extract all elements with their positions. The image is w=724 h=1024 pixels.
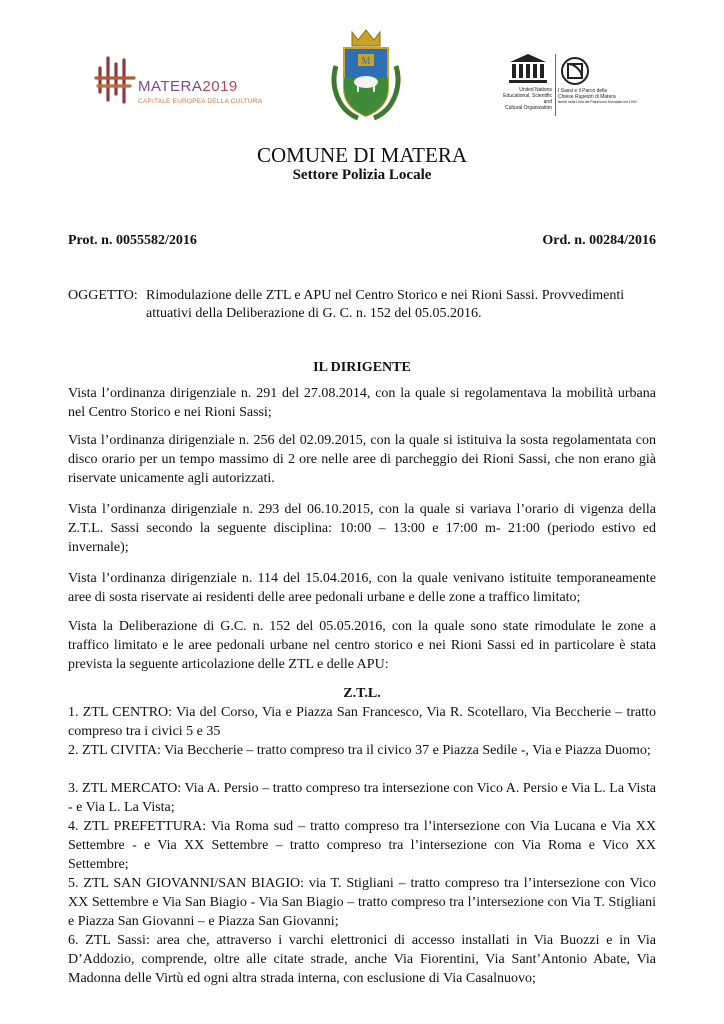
- unesco-org-text: United Nations Educational, Scientific and Cultural Organization: [503, 87, 552, 111]
- matera-subtitle: CAPITALE EUROPEA DELLA CULTURA: [138, 98, 263, 105]
- matera-2019-logo: [94, 54, 263, 114]
- subject-line-2: attuativi della Deliberazione di G. C. n. 152 del 05.05.2016.: [146, 306, 482, 321]
- paragraph: Vista l’ordinanza dirigenziale n. 256 del 02.09.2015, con la quale si istituiva la sosta regolamentata con disco orario per un tempo massimo di 2 ore nelle aree di parcheggio dei Rioni Sassi, che non erano già riservate unicamente agli autorizzati.: [68, 433, 656, 486]
- matera-wordmark: MATERA2019: [138, 78, 238, 95]
- order-number: Ord. n. 00284/2016: [542, 233, 656, 248]
- unesco-logo: [496, 52, 636, 112]
- page-subtitle: Settore Polizia Locale: [292, 167, 432, 183]
- unesco-temple-icon: [508, 52, 548, 86]
- list-item: 3. ZTL MERCATO: Via A. Persio – tratto compreso tra intersezione con Vico A. Persio e Via L. La Vista - e Via L. La Vista;: [68, 781, 656, 815]
- list-item: 6. ZTL Sassi: area che, attraverso i varchi elettronici di accesso installati in Via Buozzi e in Via D’Addozio, comprende, oltre alle citate strade, anche Via Fiorentini, Via Sant’Antonio Abate, Via Madonna delle Virtù ed ogni altra strada interna, con esclusione di Via Casalnuovo;: [68, 933, 656, 986]
- page-title: COMUNE DI MATERA: [257, 143, 467, 167]
- world-heritage-emblem-icon: [560, 56, 590, 86]
- list-item: 5. ZTL SAN GIOVANNI/SAN BIAGIO: via T. Stigliani – tratto compreso tra l’intersezione con Vico XX Settembre e Via San Biagio - Via San Biagio – tratto compreso tra l’intersezione con Via T. Stigliani e Piazza San Giovanni – e Piazza San Giovanni;: [68, 876, 656, 929]
- protocol-number: Prot. n. 0055582/2016: [68, 233, 197, 248]
- list-item: 1. ZTL CENTRO: Via del Corso, Via e Piazza San Francesco, Via R. Scotellaro, Via Beccherie – tratto compreso tra i civici 5 e 35: [68, 705, 656, 739]
- list-item: 4. ZTL PREFETTURA: Via Roma sud – tratto compreso tra l’intersezione con Via Lucana e Via XX Settembre - e Via XX Settembre – tratto compreso tra l’intersezione con Via Roma e Vico XX Settembre;: [68, 819, 656, 872]
- matera-mark-icon: [94, 54, 140, 106]
- section-heading-dirigente: IL DIRIGENTE: [313, 360, 411, 375]
- unesco-divider: [555, 54, 556, 116]
- paragraph: Vista l’ordinanza dirigenziale n. 293 del 06.10.2015, con la quale si variava l’orario di vigenza della Z.T.L. Sassi secondo la seguente disciplina: 10:00 – 13:00 e 17:00 m- 21:00 (periodo estivo ed invernale);: [68, 502, 656, 555]
- list-item: 2. ZTL CIVITA: Via Beccherie – tratto compreso tra il civico 37 e Piazza Sedile -, Via e Piazza Duomo;: [68, 743, 651, 758]
- subject-label: OGGETTO:: [68, 288, 138, 303]
- paragraph: Vista la Deliberazione di G.C. n. 152 del 05.05.2016, con la quale sono state rimodulate le zone a traffico limitato e le aree pedonali urbane nel centro storico e nei Rioni Sassi ed in particolare è stata prevista la seguente articolazione delle ZTL e delle APU:: [68, 619, 656, 672]
- svg-text:M: M: [361, 56, 371, 67]
- subject-line-1: Rimodulazione delle ZTL e APU nel Centro Storico e nei Rioni Sassi. Provvedimenti: [146, 288, 625, 303]
- paragraph: Vista l’ordinanza dirigenziale n. 291 del 27.08.2014, con la quale si regolamentava la mobilità urbana nel Centro Storico e nei Rioni Sassi;: [68, 386, 656, 420]
- matera-crest-icon: [328, 26, 404, 126]
- logo-bar: [0, 20, 724, 130]
- paragraph: Vista l’ordinanza dirigenziale n. 114 del 15.04.2016, con la quale venivano istituite temporaneamente aree di sosta riservate ai residenti delle aree pedonali urbane e delle zone a traffico limitato;: [68, 571, 656, 605]
- unesco-site-text: I Sassi e il Parco delle Chiese Rupestri di Matera iscritti nella Lista del Patrimonio Mondiale nel 1993: [558, 88, 637, 104]
- section-heading-ztl: Z.T.L.: [343, 686, 381, 701]
